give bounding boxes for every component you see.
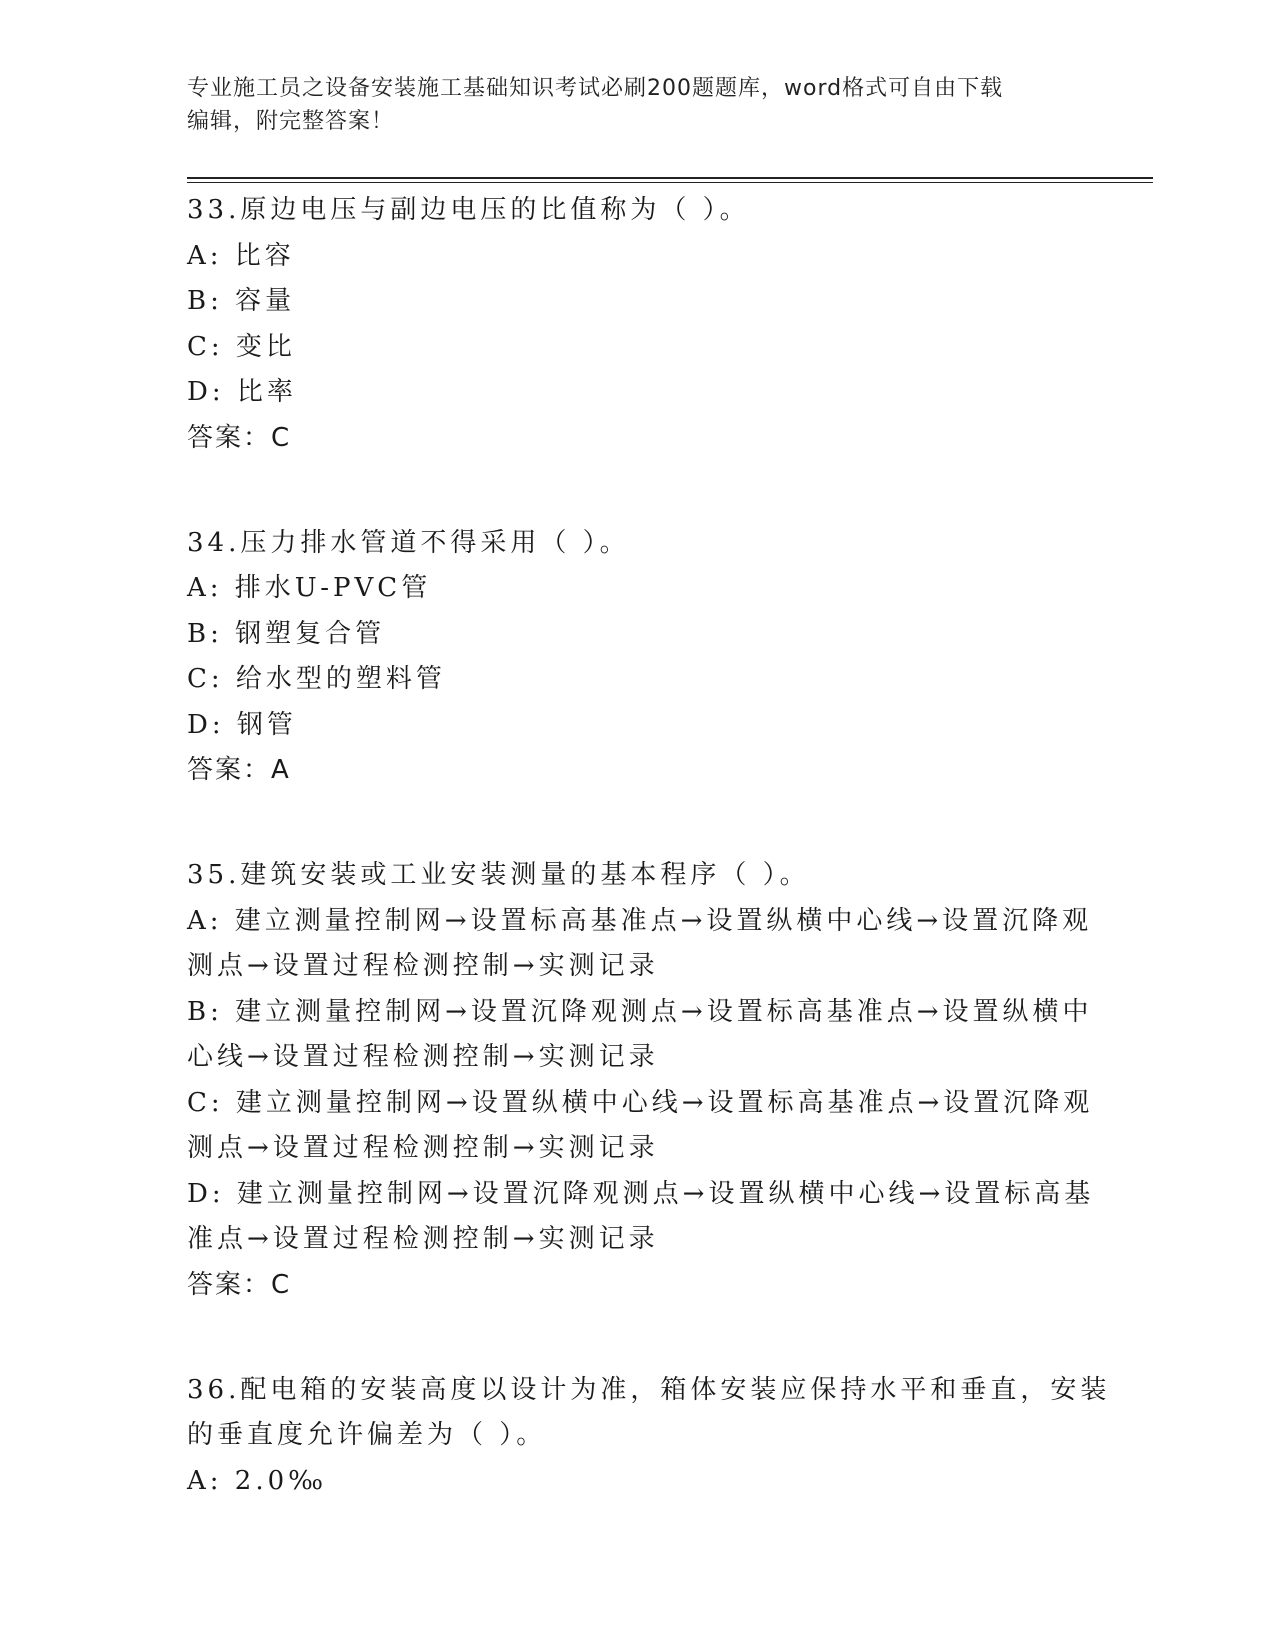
header-divider-thick [187, 177, 1153, 179]
header-line-2: 编辑，附完整答案！ [187, 109, 395, 134]
question-35 [187, 853, 1095, 1308]
answer-line: 答案：A [187, 755, 291, 785]
option-c: C: 给水型的塑料管 [187, 664, 446, 694]
answer-line: 答案：C [187, 1269, 292, 1300]
document-header [187, 72, 1067, 138]
option-a: A: 2.0‰ [187, 1465, 328, 1496]
question-stem: 34.压力排水管道不得采用（ ）。 [187, 527, 630, 558]
option-d: D: 钢管 [187, 709, 297, 740]
option-d: D: 比率 [187, 377, 297, 407]
option-d-line-1: D: 建立测量控制网→设置沉降观测点→设置纵横中心线→设置标高基 [187, 1178, 1095, 1209]
option-b: B: 钢塑复合管 [187, 618, 386, 649]
option-a-line-1: A: 建立测量控制网→设置标高基准点→设置纵横中心线→设置沉降观 [187, 905, 1093, 936]
option-a: A: 比容 [187, 240, 295, 271]
question-stem-line-1: 36.配电箱的安装高度以设计为准，箱体安装应保持水平和垂直，安装 [187, 1374, 1111, 1405]
question-33 [187, 188, 1087, 461]
question-stem: 35.建筑安装或工业安装测量的基本程序（ ）。 [187, 860, 810, 890]
question-36 [187, 1368, 1111, 1505]
option-d-line-2: 准点→设置过程检测控制→实测记录 [187, 1224, 659, 1254]
header-line-1: 专业施工员之设备安装施工基础知识考试必刷200题题库，word格式可自由下载 [187, 76, 1004, 101]
question-stem: 33.原边电压与副边电压的比值称为（ ）。 [187, 195, 750, 225]
option-b-line-2: 心线→设置过程检测控制→实测记录 [187, 1042, 659, 1072]
answer-line: 答案：C [187, 422, 292, 453]
option-b-line-1: B: 建立测量控制网→设置沉降观测点→设置标高基准点→设置纵横中 [187, 996, 1093, 1027]
question-list [187, 188, 1111, 1504]
question-34 [187, 521, 1087, 794]
question-stem-line-2: 的垂直度允许偏差为（ ）。 [187, 1420, 547, 1450]
option-b: B: 容量 [187, 286, 296, 316]
option-c-line-2: 测点→设置过程检测控制→实测记录 [187, 1133, 659, 1163]
option-a-line-2: 测点→设置过程检测控制→实测记录 [187, 951, 659, 981]
header-divider-thin [187, 182, 1153, 183]
option-c-line-1: C: 建立测量控制网→设置纵横中心线→设置标高基准点→设置沉降观 [187, 1087, 1094, 1118]
option-a: A: 排水U-PVC管 [187, 573, 432, 603]
option-c: C: 变比 [187, 331, 296, 362]
